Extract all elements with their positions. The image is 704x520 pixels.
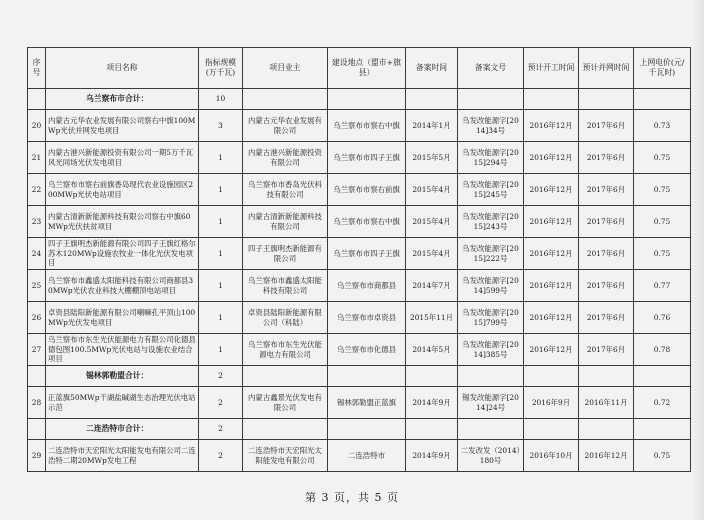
cell-record-time: 2015年11月 bbox=[406, 302, 458, 334]
cell-grid: 2017年6月 bbox=[579, 206, 634, 238]
cell-doc-no: 乌发改能源字[2015]799号 bbox=[458, 302, 524, 334]
cell-record-time: 2014年5月 bbox=[406, 334, 458, 366]
cell-doc-no: 乌发改能源字[2015]294号 bbox=[458, 142, 524, 174]
subtotal-label: 锡林郭勒盟合计： bbox=[46, 366, 199, 387]
cell-name: 二连浩特市天宏阳光太阳能发电有限公司二连浩特二期20MWp发电工程 bbox=[46, 440, 199, 472]
cell-start: 2016年12月 bbox=[524, 142, 579, 174]
cell-grid: 2017年6月 bbox=[579, 174, 634, 206]
cell-scale: 1 bbox=[199, 238, 243, 270]
header-no: 序号 bbox=[28, 48, 46, 89]
cell-grid: 2017年6月 bbox=[579, 302, 634, 334]
cell-record-time: 2015年4月 bbox=[406, 238, 458, 270]
cell-name: 乌兰察布市东生光伏能源电力有限公司化德县德包图100.5MWp光伏电站与设施农业结合项目 bbox=[46, 334, 199, 366]
cell-no: 23 bbox=[28, 206, 46, 238]
cell-grid: 2017年6月 bbox=[579, 334, 634, 366]
cell-record-time: 2014年9月 bbox=[406, 440, 458, 472]
cell-record-time: 2014年1月 bbox=[406, 110, 458, 142]
cell-owner: 乌兰察布市鑫盛太阳能科技有限公司 bbox=[243, 270, 328, 302]
cell-grid: 2016年12月 bbox=[579, 440, 634, 472]
cell-no: 22 bbox=[28, 174, 46, 206]
subtotal-row bbox=[28, 366, 691, 387]
subtotal-value: 2 bbox=[199, 419, 243, 440]
cell-no: 27 bbox=[28, 334, 46, 366]
cell-scale: 1 bbox=[199, 334, 243, 366]
cell-scale: 1 bbox=[199, 270, 243, 302]
cell-price: 0.75 bbox=[634, 238, 691, 270]
header-doc-no: 备案文号 bbox=[458, 48, 524, 89]
cell-name: 乌兰察布市察右前旗香岛现代农业设施园区200MWp光伏电站项目 bbox=[46, 174, 199, 206]
table-row bbox=[28, 110, 691, 142]
cell-name: 四子王旗明杰新能源有限公司四子王旗红格尔苏木120MWp设施农牧业一体化光伏发电项目 bbox=[46, 238, 199, 270]
cell-price: 0.77 bbox=[634, 270, 691, 302]
project-table bbox=[27, 47, 691, 472]
cell-owner: 内蒙古港兴新能源投资有限公司 bbox=[243, 142, 328, 174]
table-row bbox=[28, 142, 691, 174]
cell-location: 二连浩特市 bbox=[328, 440, 406, 472]
cell-record-time: 2014年9月 bbox=[406, 387, 458, 419]
header-owner: 项目业主 bbox=[243, 48, 328, 89]
table-row bbox=[28, 206, 691, 238]
cell-name: 内蒙古清新新能源科技有限公司察右中旗60MWp光伏扶贫项目 bbox=[46, 206, 199, 238]
cell-record-time: 2015年5月 bbox=[406, 142, 458, 174]
table-row bbox=[28, 440, 691, 472]
cell-no: 20 bbox=[28, 110, 46, 142]
cell-location: 乌兰察布市四子王旗 bbox=[328, 142, 406, 174]
cell-owner: 二连浩特市天宏阳光太阳能发电有限公司 bbox=[243, 440, 328, 472]
header-name: 项目名称 bbox=[46, 48, 199, 89]
cell-record-time: 2014年7月 bbox=[406, 270, 458, 302]
cell-scale: 1 bbox=[199, 206, 243, 238]
header-scale: 指标规模(万千瓦) bbox=[199, 48, 243, 89]
cell-location: 乌兰察布市察右前旗 bbox=[328, 174, 406, 206]
cell-scale: 1 bbox=[199, 174, 243, 206]
cell-name: 卓资县陆阳新能源有限公司喇嘛孔平顶山100MWp光伏发电项目 bbox=[46, 302, 199, 334]
header-record-time: 备案时间 bbox=[406, 48, 458, 89]
subtotal-value: 2 bbox=[199, 366, 243, 387]
table-row bbox=[28, 238, 691, 270]
cell-location: 乌兰察布市四子王旗 bbox=[328, 238, 406, 270]
cell-owner: 四子王旗明杰新能源有限公司 bbox=[243, 238, 328, 270]
table-row bbox=[28, 387, 691, 419]
cell-location: 乌兰察布市察右中旗 bbox=[328, 110, 406, 142]
table-row bbox=[28, 302, 691, 334]
cell-doc-no: 乌发改能源字[2015]245号 bbox=[458, 174, 524, 206]
cell-start: 2016年10月 bbox=[524, 440, 579, 472]
subtotal-row bbox=[28, 89, 691, 110]
cell-no: 28 bbox=[28, 387, 46, 419]
cell-no: 26 bbox=[28, 302, 46, 334]
table-row bbox=[28, 334, 691, 366]
cell-name: 正蓝旗50MWp干湖盐碱湖生态治理光伏电站示范 bbox=[46, 387, 199, 419]
cell-scale: 3 bbox=[199, 110, 243, 142]
cell-location: 乌兰察布市卓资县 bbox=[328, 302, 406, 334]
subtotal-row bbox=[28, 419, 691, 440]
cell-start: 2016年9月 bbox=[524, 387, 579, 419]
cell-record-time: 2015年4月 bbox=[406, 174, 458, 206]
cell-grid: 2017年6月 bbox=[579, 238, 634, 270]
cell-doc-no: 乌发改能源字[2015]243号 bbox=[458, 206, 524, 238]
subtotal-label: 二连浩特市合计： bbox=[46, 419, 199, 440]
cell-grid: 2016年11月 bbox=[579, 387, 634, 419]
cell-scale: 2 bbox=[199, 440, 243, 472]
cell-owner: 卓资县陆阳新能源有限公司（科陆） bbox=[243, 302, 328, 334]
cell-record-time: 2015年4月 bbox=[406, 206, 458, 238]
cell-name: 乌兰察布市鑫盛太阳能科技有限公司商都县30MWp光伏农业科技大棚棚顶电站项目 bbox=[46, 270, 199, 302]
cell-grid: 2017年6月 bbox=[579, 110, 634, 142]
cell-no: 21 bbox=[28, 142, 46, 174]
cell-name: 内蒙古港兴新能源投资有限公司一期5万千瓦风光同场光伏发电项目 bbox=[46, 142, 199, 174]
header-start: 预计开工时间 bbox=[524, 48, 579, 89]
subtotal-label: 乌兰察布市合计： bbox=[46, 89, 199, 110]
table-header-row bbox=[28, 48, 691, 89]
cell-scale: 1 bbox=[199, 302, 243, 334]
cell-price: 0.73 bbox=[634, 110, 691, 142]
cell-doc-no: 乌发改能源字[2014]34号 bbox=[458, 110, 524, 142]
cell-no: 25 bbox=[28, 270, 46, 302]
cell-price: 0.75 bbox=[634, 440, 691, 472]
page-footer: 第 3 页，共 5 页 bbox=[305, 491, 399, 504]
header-grid: 预计并网时间 bbox=[579, 48, 634, 89]
cell-owner: 乌兰察布市香岛光伏科技有限公司 bbox=[243, 174, 328, 206]
cell-doc-no: 锡发改能源字[2014]24号 bbox=[458, 387, 524, 419]
table-row bbox=[28, 270, 691, 302]
cell-price: 0.78 bbox=[634, 334, 691, 366]
cell-owner: 乌兰察布市东生光伏能源电力有限公司 bbox=[243, 334, 328, 366]
cell-price: 0.75 bbox=[634, 206, 691, 238]
cell-start: 2016年12月 bbox=[524, 302, 579, 334]
cell-doc-no: 乌发改能源字[2015]222号 bbox=[458, 238, 524, 270]
cell-start: 2016年12月 bbox=[524, 238, 579, 270]
cell-scale: 1 bbox=[199, 142, 243, 174]
cell-location: 乌兰察布市察右中旗 bbox=[328, 206, 406, 238]
page-edge-shadow bbox=[692, 0, 704, 520]
cell-location: 锡林郭勒盟正蓝旗 bbox=[328, 387, 406, 419]
cell-price: 0.72 bbox=[634, 387, 691, 419]
cell-grid: 2017年6月 bbox=[579, 142, 634, 174]
cell-location: 乌兰察布市化德县 bbox=[328, 334, 406, 366]
cell-owner: 内蒙古元华农业发展有限公司 bbox=[243, 110, 328, 142]
cell-doc-no: 乌发改能源字[2014]599号 bbox=[458, 270, 524, 302]
cell-start: 2016年12月 bbox=[524, 334, 579, 366]
cell-price: 0.76 bbox=[634, 302, 691, 334]
header-price: 上网电价(元/千瓦时) bbox=[634, 48, 691, 89]
cell-doc-no: 乌发改能源字[2014]385号 bbox=[458, 334, 524, 366]
cell-start: 2016年12月 bbox=[524, 110, 579, 142]
header-location: 建设地点（盟市+旗县） bbox=[328, 48, 406, 89]
cell-grid: 2017年6月 bbox=[579, 270, 634, 302]
cell-start: 2016年12月 bbox=[524, 270, 579, 302]
cell-location: 乌兰察布市商都县 bbox=[328, 270, 406, 302]
cell-price: 0.75 bbox=[634, 174, 691, 206]
cell-no: 24 bbox=[28, 238, 46, 270]
cell-owner: 内蒙古鑫景光伏发电有限公司 bbox=[243, 387, 328, 419]
table-row bbox=[28, 174, 691, 206]
cell-name: 内蒙古元华农业发展有限公司察右中旗100MWp光伏并网发电项目 bbox=[46, 110, 199, 142]
cell-price: 0.75 bbox=[634, 142, 691, 174]
cell-owner: 内蒙古清新新能源科技有限公司 bbox=[243, 206, 328, 238]
subtotal-value: 10 bbox=[199, 89, 243, 110]
cell-start: 2016年12月 bbox=[524, 206, 579, 238]
cell-doc-no: 二发改发（2014）180号 bbox=[458, 440, 524, 472]
cell-start: 2016年12月 bbox=[524, 174, 579, 206]
cell-no: 29 bbox=[28, 440, 46, 472]
cell-scale: 2 bbox=[199, 387, 243, 419]
